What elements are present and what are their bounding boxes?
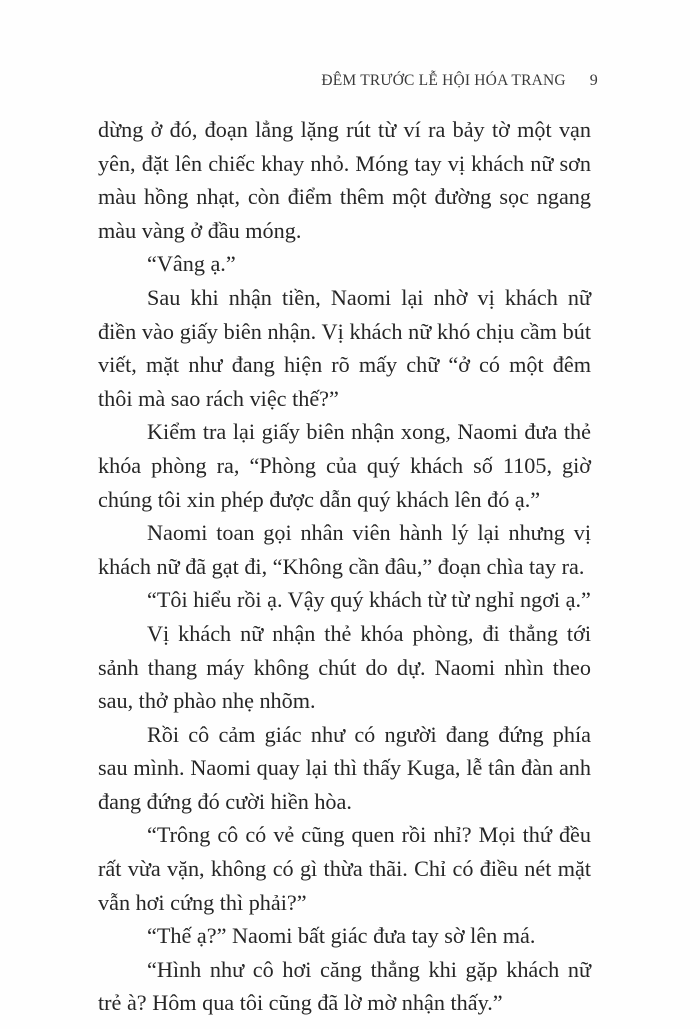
paragraph: “Hình như cô hơi căng thẳng khi gặp khách nữ trẻ à? Hôm qua tôi cũng đã lờ mờ nhận thấy.” [98, 956, 591, 1016]
paragraph: “Tôi hiểu rồi ạ. Vậy quý khách từ từ nghỉ ngơi ạ.” [147, 587, 591, 613]
paragraph: “Vâng ạ.” [147, 251, 236, 277]
running-title: ĐÊM TRƯỚC LỄ HỘI HÓA TRANG [321, 72, 566, 89]
paragraph: dừng ở đó, đoạn lẳng lặng rút từ ví ra bảy tờ một vạn yên, đặt lên chiếc khay nhỏ. Móng tay vị khách nữ sơn màu hồng nhạt, còn điểm thêm một đường sọc ngang màu vàng ở đầu móng. [98, 117, 591, 243]
running-header [300, 72, 598, 90]
paragraph: Kiểm tra lại giấy biên nhận xong, Naomi đưa thẻ khóa phòng ra, “Phòng của quý khách số 1105, giờ chúng tôi xin phép được dẫn quý khách lên đó ạ.” [98, 419, 591, 512]
paragraph: Rồi cô cảm giác như có người đang đứng phía sau mình. Naomi quay lại thì thấy Kuga, lễ tân đàn anh đang đứng đó cười hiền hòa. [98, 721, 591, 814]
paragraph: Sau khi nhận tiền, Naomi lại nhờ vị khách nữ điền vào giấy biên nhận. Vị khách nữ khó chịu cầm bút viết, mặt như đang hiện rõ mấy chữ “ở có một đêm thôi mà sao rách việc thế?” [98, 284, 591, 411]
paragraph: Naomi toan gọi nhân viên hành lý lại nhưng vị khách nữ đã gạt đi, “Không cần đâu,” đoạn chìa tay ra. [98, 520, 591, 579]
page-number: 9 [589, 72, 598, 89]
paragraph: “Trông cô có vẻ cũng quen rồi nhỉ? Mọi thứ đều rất vừa vặn, không có gì thừa thãi. Chỉ có điều nét mặt vẫn hơi cứng thì phải?” [98, 822, 591, 915]
paragraph: Vị khách nữ nhận thẻ khóa phòng, đi thẳng tới sảnh thang máy không chút do dự. Naomi nhìn theo sau, thở phào nhẹ nhõm. [98, 620, 591, 714]
paragraph: “Thế ạ?” Naomi bất giác đưa tay sờ lên má. [147, 923, 536, 949]
body-text [98, 113, 591, 1020]
